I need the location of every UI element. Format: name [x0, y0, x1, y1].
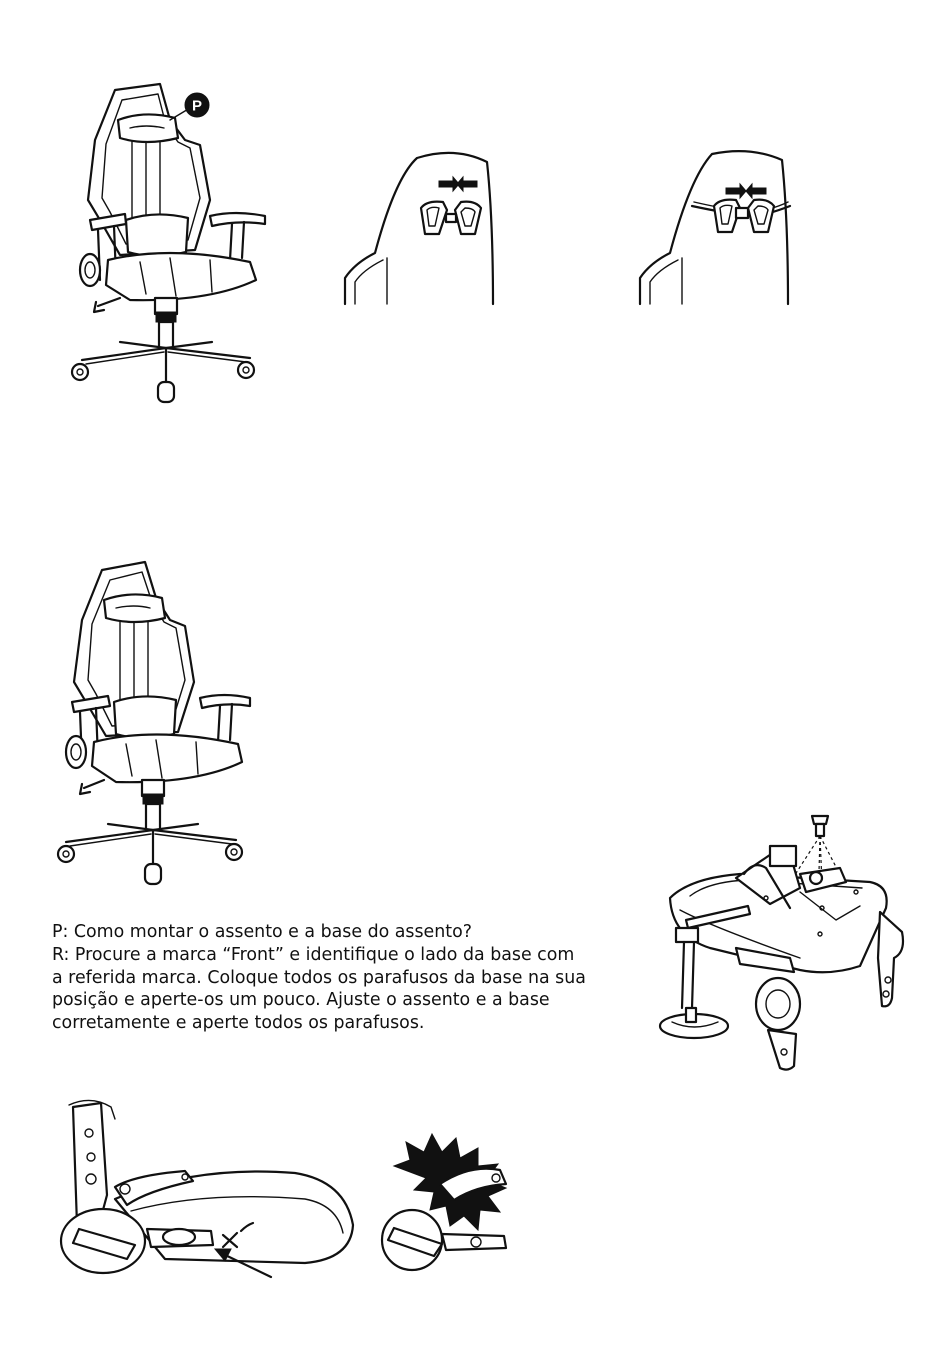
faq-question: P: Como montar o assento e a base do assento?	[52, 922, 472, 942]
chair-with-headrest-figure	[60, 80, 280, 410]
faq-answer-line-2: a referida marca. Coloque todos os parafusos da base na sua	[52, 967, 586, 988]
seat-base-mechanism-figure	[650, 808, 920, 1078]
seat-pivot-correct-figure	[55, 1095, 365, 1285]
faq-block	[52, 921, 632, 1035]
marker-badge-label: P	[191, 97, 203, 115]
faq-answer-line-3: posição e aperte-os um pouco. Ajuste o assento e a base	[52, 990, 550, 1011]
backrest-strap-inserted-figure	[630, 148, 800, 308]
faq-answer-line-4: corretamente e aperte todos os parafusos.	[52, 1013, 425, 1034]
backrest-strap-holes-figure	[335, 148, 505, 308]
chair-assembled-figure	[50, 556, 260, 892]
seat-pivot-wrong-figure	[380, 1130, 530, 1280]
faq-answer-line-1: R: Procure a marca “Front” e identifique o lado da base com	[52, 944, 575, 965]
